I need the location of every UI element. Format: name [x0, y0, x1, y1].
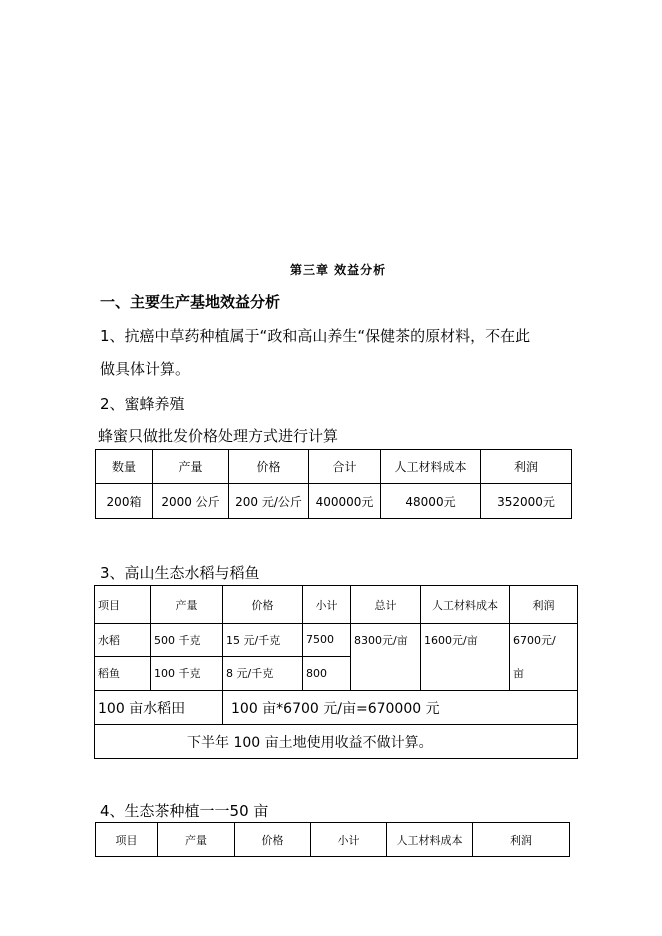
table-header-cell: 项目	[95, 586, 151, 624]
table-cell: 500 千克	[151, 624, 223, 657]
summary-value-cell: 100 亩*6700 元/亩=670000 元	[223, 691, 578, 725]
table-header-cell: 合计	[309, 450, 381, 484]
table-header-cell: 价格	[229, 450, 309, 484]
table-header-cell: 利润	[473, 823, 570, 857]
table-header-cell: 总计	[351, 586, 421, 624]
table-header-cell: 人工材料成本	[387, 823, 473, 857]
table-cell: 48000元	[381, 484, 481, 519]
paragraph-line: 蜂蜜只做批发价格处理方式进行计算	[98, 427, 339, 445]
chapter-title: 第三章 效益分析	[290, 263, 387, 277]
table-header-cell: 产量	[153, 450, 229, 484]
table-header-cell: 产量	[151, 586, 223, 624]
table-header-cell: 价格	[223, 586, 303, 624]
paragraph-line: 2、蜜蜂养殖	[100, 395, 185, 413]
table-cell: 水稻	[95, 624, 151, 657]
table-header-cell: 人工材料成本	[421, 586, 510, 624]
rice-fish-table	[94, 585, 578, 759]
table-header-cell: 产量	[158, 823, 235, 857]
table-cell: 2000 公斤	[153, 484, 229, 519]
table-header-cell: 人工材料成本	[381, 450, 481, 484]
table-cell: 200箱	[96, 484, 153, 519]
table-cell: 1600元/亩	[421, 624, 510, 691]
summary-label-cell: 100 亩水稻田	[95, 691, 223, 725]
profit-line: 6700元/	[513, 634, 556, 647]
table-cell: 800	[303, 656, 351, 690]
table-cell: 稻鱼	[95, 656, 151, 690]
bee-table	[95, 449, 572, 519]
table-cell: 352000元	[481, 484, 572, 519]
table-cell: 8 元/千克	[223, 656, 303, 690]
table-cell: 8300元/亩	[351, 624, 421, 691]
paragraph-line: 做具体计算。	[100, 360, 191, 378]
table-header-cell: 利润	[481, 450, 572, 484]
paragraph-line: 1、抗癌中草药种植属于“政和高山养生“保健茶的原材料，不在此	[100, 327, 531, 345]
table-header-cell: 小计	[303, 586, 351, 624]
table-cell: 15 元/千克	[223, 624, 303, 657]
table-header-cell: 数量	[96, 450, 153, 484]
table-cell: 200 元/公斤	[229, 484, 309, 519]
table-header-cell: 价格	[235, 823, 311, 857]
paragraph-line: 4、生态茶种植一一50 亩	[100, 802, 269, 820]
profit-line: 亩	[513, 667, 524, 680]
table-cell: 7500	[303, 624, 351, 657]
table-cell: 400000元	[309, 484, 381, 519]
note-cell: 下半年 100 亩土地使用收益不做计算。	[95, 725, 578, 759]
tea-table	[95, 822, 570, 857]
table-header-cell: 项目	[96, 823, 158, 857]
table-cell	[510, 624, 578, 691]
table-header-cell: 小计	[311, 823, 387, 857]
table-cell: 100 千克	[151, 656, 223, 690]
section-heading: 一、主要生产基地效益分析	[100, 293, 281, 311]
paragraph-line: 3、高山生态水稻与稻鱼	[100, 564, 260, 582]
table-header-cell: 利润	[510, 586, 578, 624]
